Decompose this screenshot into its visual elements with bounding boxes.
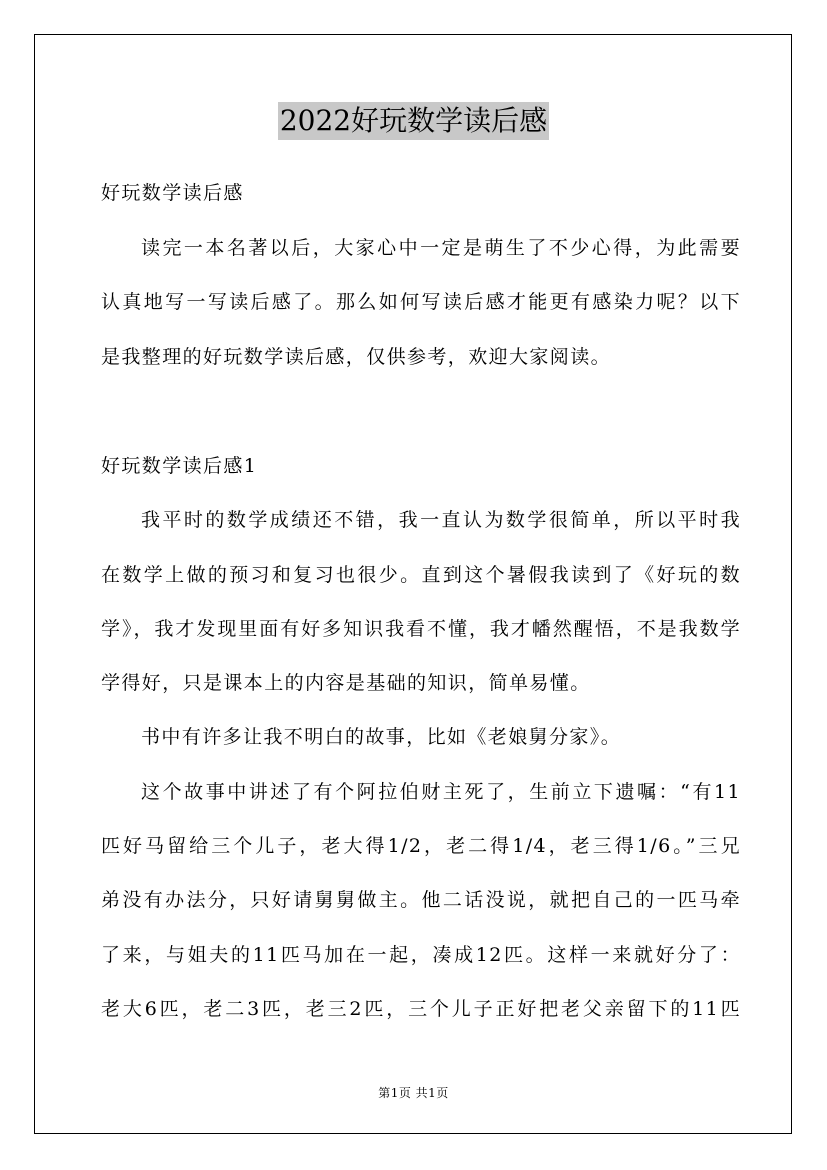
paragraph-line: 是我整理的好玩数学读后感，仅供参考，欢迎大家阅读。 [101,346,612,368]
paragraph-line: 书中有许多让我不明白的故事，比如《老娘舅分家》。 [141,726,622,748]
paragraph-line: 读完一本名著以后，大家心中一定是萌生了不少心得，为此需要 [141,237,741,259]
paragraph-line: 学》，我才发现里面有好多知识我看不懂，我才幡然醒悟，不是我数学 [101,618,741,640]
paragraph-line: 学得好，只是课本上的内容是基础的知识，简单易懂。 [101,672,591,694]
title-container [0,102,827,140]
paragraph-line: 弟没有办法分，只好请舅舅做主。他二话没说，就把自己的一匹马牵 [101,889,741,911]
paragraph-line: 我平时的数学成绩还不错，我一直认为数学很简单，所以平时我 [141,509,741,531]
paragraph-line: 了来，与姐夫的11匹马加在一起，凑成12匹。这样一来就好分了： [101,944,741,966]
paragraph-line: 这个故事中讲述了有个阿拉伯财主死了，生前立下遗嘱：“有11 [141,781,741,803]
page-footer: 第1页 共1页 [378,1086,449,1100]
document-title: 2022好玩数学读后感 [278,102,549,140]
section-heading: 好玩数学读后感1 [101,455,258,477]
paragraph-line: 匹好马留给三个儿子，老大得1/2，老二得1/4，老三得1/6。”三兄 [101,835,741,857]
paragraph-line: 认真地写一写读后感了。那么如何写读后感才能更有感染力呢？以下 [101,291,741,313]
paragraph-line: 在数学上做的预习和复习也很少。直到这个暑假我读到了《好玩的数 [101,564,741,586]
paragraph-line: 老大6匹，老二3匹，老三2匹，三个儿子正好把老父亲留下的11匹 [101,998,741,1020]
subtitle: 好玩数学读后感 [101,182,244,204]
